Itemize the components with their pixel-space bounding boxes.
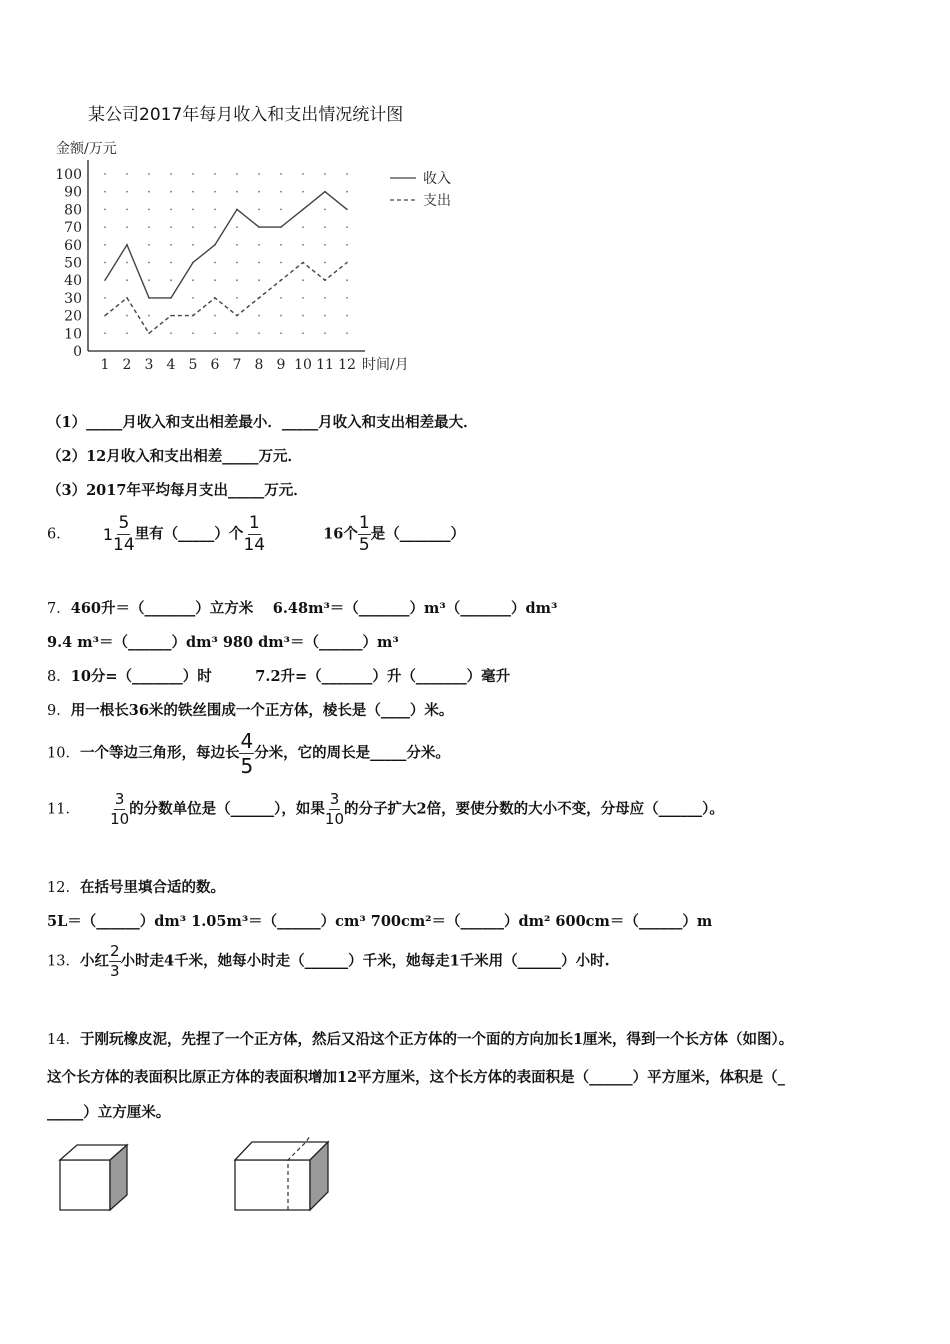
grid-dot: [236, 279, 238, 281]
question-text: 于刚玩橡皮泥，先捏了一个正方体，然后又沿这个正方体的一个面的方向加长1厘米，得到一个长方体（如图）。: [79, 1031, 794, 1048]
x-tick-label: 9: [276, 357, 286, 373]
grid-dot: [148, 315, 150, 317]
grid-dot: [104, 297, 106, 299]
series-line-收入: [105, 192, 347, 298]
fraction-2-3: $\frac{2}{3}$: [109, 942, 120, 980]
y-tick-label: 20: [64, 308, 82, 325]
y-tick-label: 80: [64, 202, 82, 219]
chart-grid: [104, 173, 348, 334]
chart-series: [105, 192, 347, 334]
grid-dot: [302, 173, 304, 175]
question-14-line-2: 这个长方体的表面积比原正方体的表面积增加12平方厘米，这个长方体的表面积是（______）平方厘米，体积是（_: [47, 1069, 785, 1086]
grid-dot: [258, 244, 260, 246]
question-7-line-2: 9.4 m³＝（______）dm³ 980 dm³＝（______）m³: [47, 634, 399, 651]
grid-dot: [236, 226, 238, 228]
question-text: 460升＝（_______）立方米 6.48m³＝（_______）m³（_______）dm³: [70, 600, 558, 617]
cube-figure: [55, 1140, 135, 1220]
grid-dot: [192, 226, 194, 228]
grid-dot: [280, 244, 282, 246]
grid-dot: [214, 226, 216, 228]
x-tick-label: 3: [144, 357, 154, 373]
question-text: 的分数单位是（______），如果: [129, 800, 325, 818]
grid-dot: [148, 244, 150, 246]
grid-dot: [148, 173, 150, 175]
series-line-支出: [105, 263, 347, 334]
question-5-part-3: （3）2017年平均每月支出_____万元．: [47, 482, 308, 499]
grid-dot: [258, 332, 260, 334]
question-number: 14．: [47, 1032, 80, 1048]
y-tick-label: 0: [73, 344, 82, 360]
grid-dot: [170, 332, 172, 334]
grid-dot: [236, 297, 238, 299]
grid-dot: [324, 315, 326, 317]
grid-dot: [104, 262, 106, 264]
question-number: 9．: [47, 703, 71, 719]
question-5-part-2: （2）12月收入和支出相差_____万元．: [47, 448, 303, 465]
grid-dot: [170, 209, 172, 211]
grid-dot: [104, 332, 106, 334]
question-text: 里有（_____）个: [134, 525, 244, 543]
grid-dot: [126, 173, 128, 175]
y-tick-label: 30: [64, 290, 82, 307]
y-tick-label: 50: [64, 255, 82, 272]
grid-dot: [346, 191, 348, 193]
grid-dot: [280, 315, 282, 317]
grid-dot: [192, 332, 194, 334]
grid-dot: [324, 262, 326, 264]
grid-dot: [192, 279, 194, 281]
grid-dot: [280, 173, 282, 175]
question-5-part-1: （1）_____月收入和支出相差最小．_____月收入和支出相差最大．: [47, 414, 478, 431]
grid-dot: [214, 315, 216, 317]
grid-dot: [214, 332, 216, 334]
question-text: 16个: [323, 525, 358, 543]
question-7: [47, 597, 557, 618]
chart-legend: [390, 170, 451, 209]
question-12-line-2: 5L＝（______）dm³ 1.05m³＝（______）cm³ 700cm²＝（______）dm² 600cm＝（______）m: [47, 913, 713, 930]
grid-dot: [170, 279, 172, 281]
grid-dot: [346, 279, 348, 281]
grid-dot: [324, 226, 326, 228]
grid-dot: [258, 173, 260, 175]
question-12: [47, 876, 225, 897]
x-tick-label: 12: [338, 357, 356, 373]
mixed-number-whole: 1: [102, 525, 114, 544]
grid-dot: [258, 279, 260, 281]
question-text: 小红: [79, 952, 109, 970]
cuboid-figure: [230, 1135, 340, 1220]
x-tick-label: 8: [254, 357, 264, 373]
grid-dot: [236, 262, 238, 264]
grid-dot: [104, 173, 106, 175]
grid-dot: [126, 262, 128, 264]
x-tick-label: 5: [188, 357, 198, 373]
grid-dot: [302, 297, 304, 299]
question-text: 在括号里填合适的数。: [79, 879, 225, 896]
x-tick-label: 10: [294, 357, 312, 373]
grid-dot: [346, 315, 348, 317]
grid-dot: [302, 315, 304, 317]
grid-dot: [236, 173, 238, 175]
x-tick-label: 7: [232, 357, 242, 373]
grid-dot: [192, 173, 194, 175]
y-axis-label: 金额/万元: [56, 141, 117, 157]
grid-dot: [126, 279, 128, 281]
grid-dot: [104, 209, 106, 211]
income-expense-chart: [40, 130, 480, 380]
chart-title: 某公司2017年每月收入和支出情况统计图: [88, 105, 404, 125]
question-number: 11．: [47, 801, 80, 818]
x-tick-label: 11: [316, 357, 334, 373]
x-tick-label: 4: [166, 357, 176, 373]
grid-dot: [236, 332, 238, 334]
question-text: 一个等边三角形，每边长: [79, 744, 240, 762]
question-text: 的分子扩大2倍，要使分数的大小不变，分母应（______）。: [344, 800, 724, 818]
grid-dot: [170, 191, 172, 193]
grid-dot: [214, 279, 216, 281]
grid-dot: [324, 244, 326, 246]
grid-dot: [346, 332, 348, 334]
question-number: 6．: [47, 526, 71, 543]
grid-dot: [126, 209, 128, 211]
question-number: 13．: [47, 953, 80, 970]
grid-dot: [148, 279, 150, 281]
grid-dot: [104, 244, 106, 246]
grid-dot: [214, 191, 216, 193]
question-number: 12．: [47, 880, 80, 896]
fraction-4-5: $\frac{4}{5}$: [240, 729, 254, 778]
grid-dot: [280, 191, 282, 193]
grid-dot: [236, 191, 238, 193]
grid-dot: [148, 262, 150, 264]
grid-dot: [192, 209, 194, 211]
grid-dot: [346, 226, 348, 228]
grid-dot: [214, 209, 216, 211]
question-10: [47, 731, 450, 776]
grid-dot: [346, 297, 348, 299]
fraction-1-14: $\frac{1}{14}$: [243, 513, 266, 555]
grid-dot: [214, 173, 216, 175]
fraction-3-10: $\frac{3}{10}$: [324, 790, 345, 828]
grid-dot: [104, 226, 106, 228]
question-number: 7．: [47, 601, 71, 617]
grid-dot: [126, 226, 128, 228]
y-tick-label: 10: [64, 326, 82, 343]
grid-dot: [324, 173, 326, 175]
grid-dot: [258, 209, 260, 211]
grid-dot: [258, 191, 260, 193]
grid-dot: [148, 191, 150, 193]
x-tick-label: 2: [122, 357, 132, 373]
grid-dot: [126, 191, 128, 193]
question-14: [47, 1028, 793, 1049]
grid-dot: [324, 297, 326, 299]
y-tick-label: 100: [55, 167, 82, 183]
grid-dot: [148, 226, 150, 228]
question-6: [47, 515, 465, 554]
grid-dot: [126, 315, 128, 317]
fraction-1-5: $\frac{1}{5}$: [358, 513, 370, 555]
x-tick-label: 1: [100, 357, 110, 373]
y-tick-label: 70: [64, 220, 82, 237]
question-14-line-3: _____）立方厘米。: [47, 1104, 171, 1121]
grid-dot: [302, 191, 304, 193]
chart-labels: [55, 140, 408, 373]
grid-dot: [192, 297, 194, 299]
question-text: 分米，它的周长是_____分米。: [254, 744, 450, 762]
grid-dot: [170, 173, 172, 175]
grid-dot: [236, 244, 238, 246]
grid-dot: [302, 332, 304, 334]
grid-dot: [302, 244, 304, 246]
grid-dot: [280, 262, 282, 264]
question-text: 用一根长36米的铁丝围成一个正方体，棱长是（____）米。: [70, 702, 454, 719]
fraction-3-10: $\frac{3}{10}$: [110, 790, 130, 828]
question-text: 10分=（_______）时 7.2升=（_______）升（_______）毫升: [70, 668, 511, 685]
fraction-5-14: $\frac{5}{14}$: [113, 513, 135, 555]
grid-dot: [302, 226, 304, 228]
grid-dot: [346, 244, 348, 246]
y-tick-label: 90: [64, 184, 82, 201]
x-tick-label: 6: [210, 357, 220, 373]
grid-dot: [280, 332, 282, 334]
grid-dot: [280, 209, 282, 211]
grid-dot: [126, 332, 128, 334]
grid-dot: [280, 297, 282, 299]
question-number: 10．: [47, 745, 80, 762]
grid-dot: [258, 262, 260, 264]
question-11: [47, 792, 724, 827]
question-9: [47, 699, 453, 720]
grid-dot: [346, 173, 348, 175]
y-tick-label: 40: [64, 273, 82, 290]
grid-dot: [170, 226, 172, 228]
grid-dot: [214, 262, 216, 264]
grid-dot: [192, 244, 194, 246]
grid-dot: [258, 315, 260, 317]
grid-dot: [302, 279, 304, 281]
legend-label: 收入: [423, 171, 451, 187]
question-8: [47, 665, 510, 686]
grid-dot: [324, 209, 326, 211]
grid-dot: [170, 244, 172, 246]
question-text: 小时走4千米，她每小时走（______）千米，她每走1千米用（______）小时.: [120, 952, 610, 970]
x-axis-label: 时间/月: [362, 357, 409, 373]
legend-label: 支出: [423, 193, 451, 209]
question-text: 是（_______）: [370, 525, 465, 543]
grid-dot: [192, 191, 194, 193]
grid-dot: [324, 332, 326, 334]
question-number: 8．: [47, 669, 71, 685]
grid-dot: [148, 209, 150, 211]
y-tick-label: 60: [64, 237, 82, 254]
grid-dot: [170, 262, 172, 264]
question-13: [47, 944, 610, 979]
chart-axes: [88, 160, 365, 351]
grid-dot: [104, 191, 106, 193]
